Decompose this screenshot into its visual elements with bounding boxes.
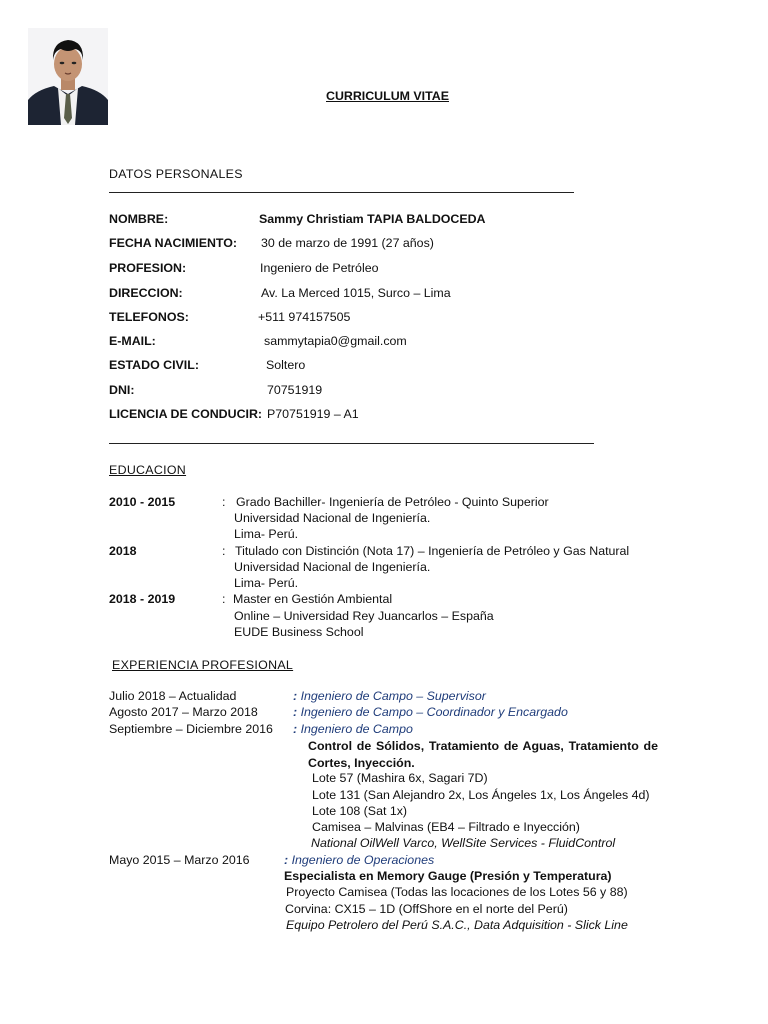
profile-photo-image — [28, 28, 108, 125]
experience-site: Lote 131 (San Alejandro 2x, Los Ángeles 1x, Los Ángeles 4d) — [312, 788, 650, 802]
personal-label: NOMBRE: — [109, 212, 169, 226]
education-line: Universidad Nacional de Ingeniería. — [234, 560, 431, 574]
section-divider — [109, 192, 574, 193]
personal-label: DNI: — [109, 383, 135, 397]
personal-value-profession: Ingeniero de Petróleo — [260, 261, 379, 275]
education-line: Grado Bachiller- Ingeniería de Petróleo - Quinto Superior — [236, 495, 549, 509]
personal-value-phone: +511 974157505 — [258, 310, 351, 324]
personal-value-dni: 70751919 — [267, 383, 323, 397]
section-heading-education: EDUCACION — [109, 463, 187, 477]
experience-line: Proyecto Camisea (Todas las locaciones de los Lotes 56 y 88) — [286, 885, 628, 899]
profile-photo — [28, 28, 108, 125]
experience-site: Lote 57 (Mashira 6x, Sagari 7D) — [312, 771, 488, 785]
colon-separator: : — [222, 592, 226, 606]
education-dates: 2018 - 2019 — [109, 592, 176, 606]
education-line: Master en Gestión Ambiental — [233, 592, 393, 606]
experience-role — [293, 721, 413, 738]
experience-role-text: Ingeniero de Campo – Coordinador y Encargado — [300, 705, 568, 719]
personal-value-email: sammytapia0@gmail.com — [264, 334, 407, 348]
experience-company: National OilWell Varco, WellSite Services - FluidControl — [311, 836, 616, 850]
education-line: Lima- Perú. — [234, 576, 299, 590]
section-heading-personal: DATOS PERSONALES — [109, 167, 243, 181]
education-line: Lima- Perú. — [234, 527, 299, 541]
personal-label: FECHA NACIMIENTO: — [109, 236, 238, 250]
document-title: CURRICULUM VITAE — [326, 89, 449, 103]
education-dates: 2018 — [109, 544, 137, 558]
personal-value-license: P70751919 – A1 — [267, 407, 359, 421]
colon-separator: : — [293, 689, 301, 703]
personal-value-name: Sammy Christiam TAPIA BALDOCEDA — [259, 212, 486, 226]
personal-label: PROFESION: — [109, 261, 187, 275]
personal-label: LICENCIA DE CONDUCIR: — [109, 407, 263, 421]
education-line: Titulado con Distinción (Nota 17) – Ingeniería de Petróleo y Gas Natural — [235, 544, 630, 558]
experience-role-text: Ingeniero de Campo — [300, 722, 413, 736]
personal-value-address: Av. La Merced 1015, Surco – Lima — [261, 286, 451, 300]
colon-separator: : — [293, 705, 301, 719]
experience-site: Camisea – Malvinas (EB4 – Filtrado e Inyección) — [312, 820, 580, 834]
personal-label: TELEFONOS: — [109, 310, 189, 324]
section-heading-experience: EXPERIENCIA PROFESIONAL — [112, 658, 294, 672]
personal-value-civil-status: Soltero — [266, 358, 306, 372]
experience-dates: Mayo 2015 – Marzo 2016 — [109, 853, 250, 867]
colon-separator: : — [293, 722, 301, 736]
experience-company: Equipo Petrolero del Perú S.A.C., Data Adquisition - Slick Line — [286, 918, 628, 932]
personal-label: DIRECCION: — [109, 286, 183, 300]
experience-line: Corvina: CX15 – 1D (OffShore en el norte del Perú) — [285, 902, 568, 916]
experience-dates: Agosto 2017 – Marzo 2018 — [109, 705, 258, 719]
personal-label: ESTADO CIVIL: — [109, 358, 199, 372]
experience-role-text: Ingeniero de Operaciones — [291, 853, 435, 867]
education-line: Online – Universidad Rey Juancarlos – España — [234, 609, 494, 623]
experience-dates: Septiembre – Diciembre 2016 — [109, 722, 273, 736]
experience-specialist: Especialista en Memory Gauge (Presión y Temperatura) — [284, 869, 612, 883]
colon-separator: : — [222, 544, 226, 558]
education-line: EUDE Business School — [234, 625, 364, 639]
experience-role — [293, 688, 486, 705]
personal-value-birthdate: 30 de marzo de 1991 (27 años) — [261, 236, 434, 250]
colon-separator: : — [222, 495, 226, 509]
experience-description: Control de Sólidos, Tratamiento de Aguas, Tratamiento de Cortes, Inyección. — [308, 739, 658, 770]
experience-role — [293, 704, 568, 721]
experience-site: Lote 108 (Sat 1x) — [312, 804, 408, 818]
personal-label: E-MAIL: — [109, 334, 156, 348]
experience-role — [284, 852, 434, 869]
experience-dates: Julio 2018 – Actualidad — [109, 689, 237, 703]
colon-separator: : — [284, 853, 292, 867]
education-dates: 2010 - 2015 — [109, 495, 176, 509]
section-divider — [109, 443, 594, 444]
experience-role-text: Ingeniero de Campo – Supervisor — [300, 689, 486, 703]
education-line: Universidad Nacional de Ingeniería. — [234, 511, 431, 525]
